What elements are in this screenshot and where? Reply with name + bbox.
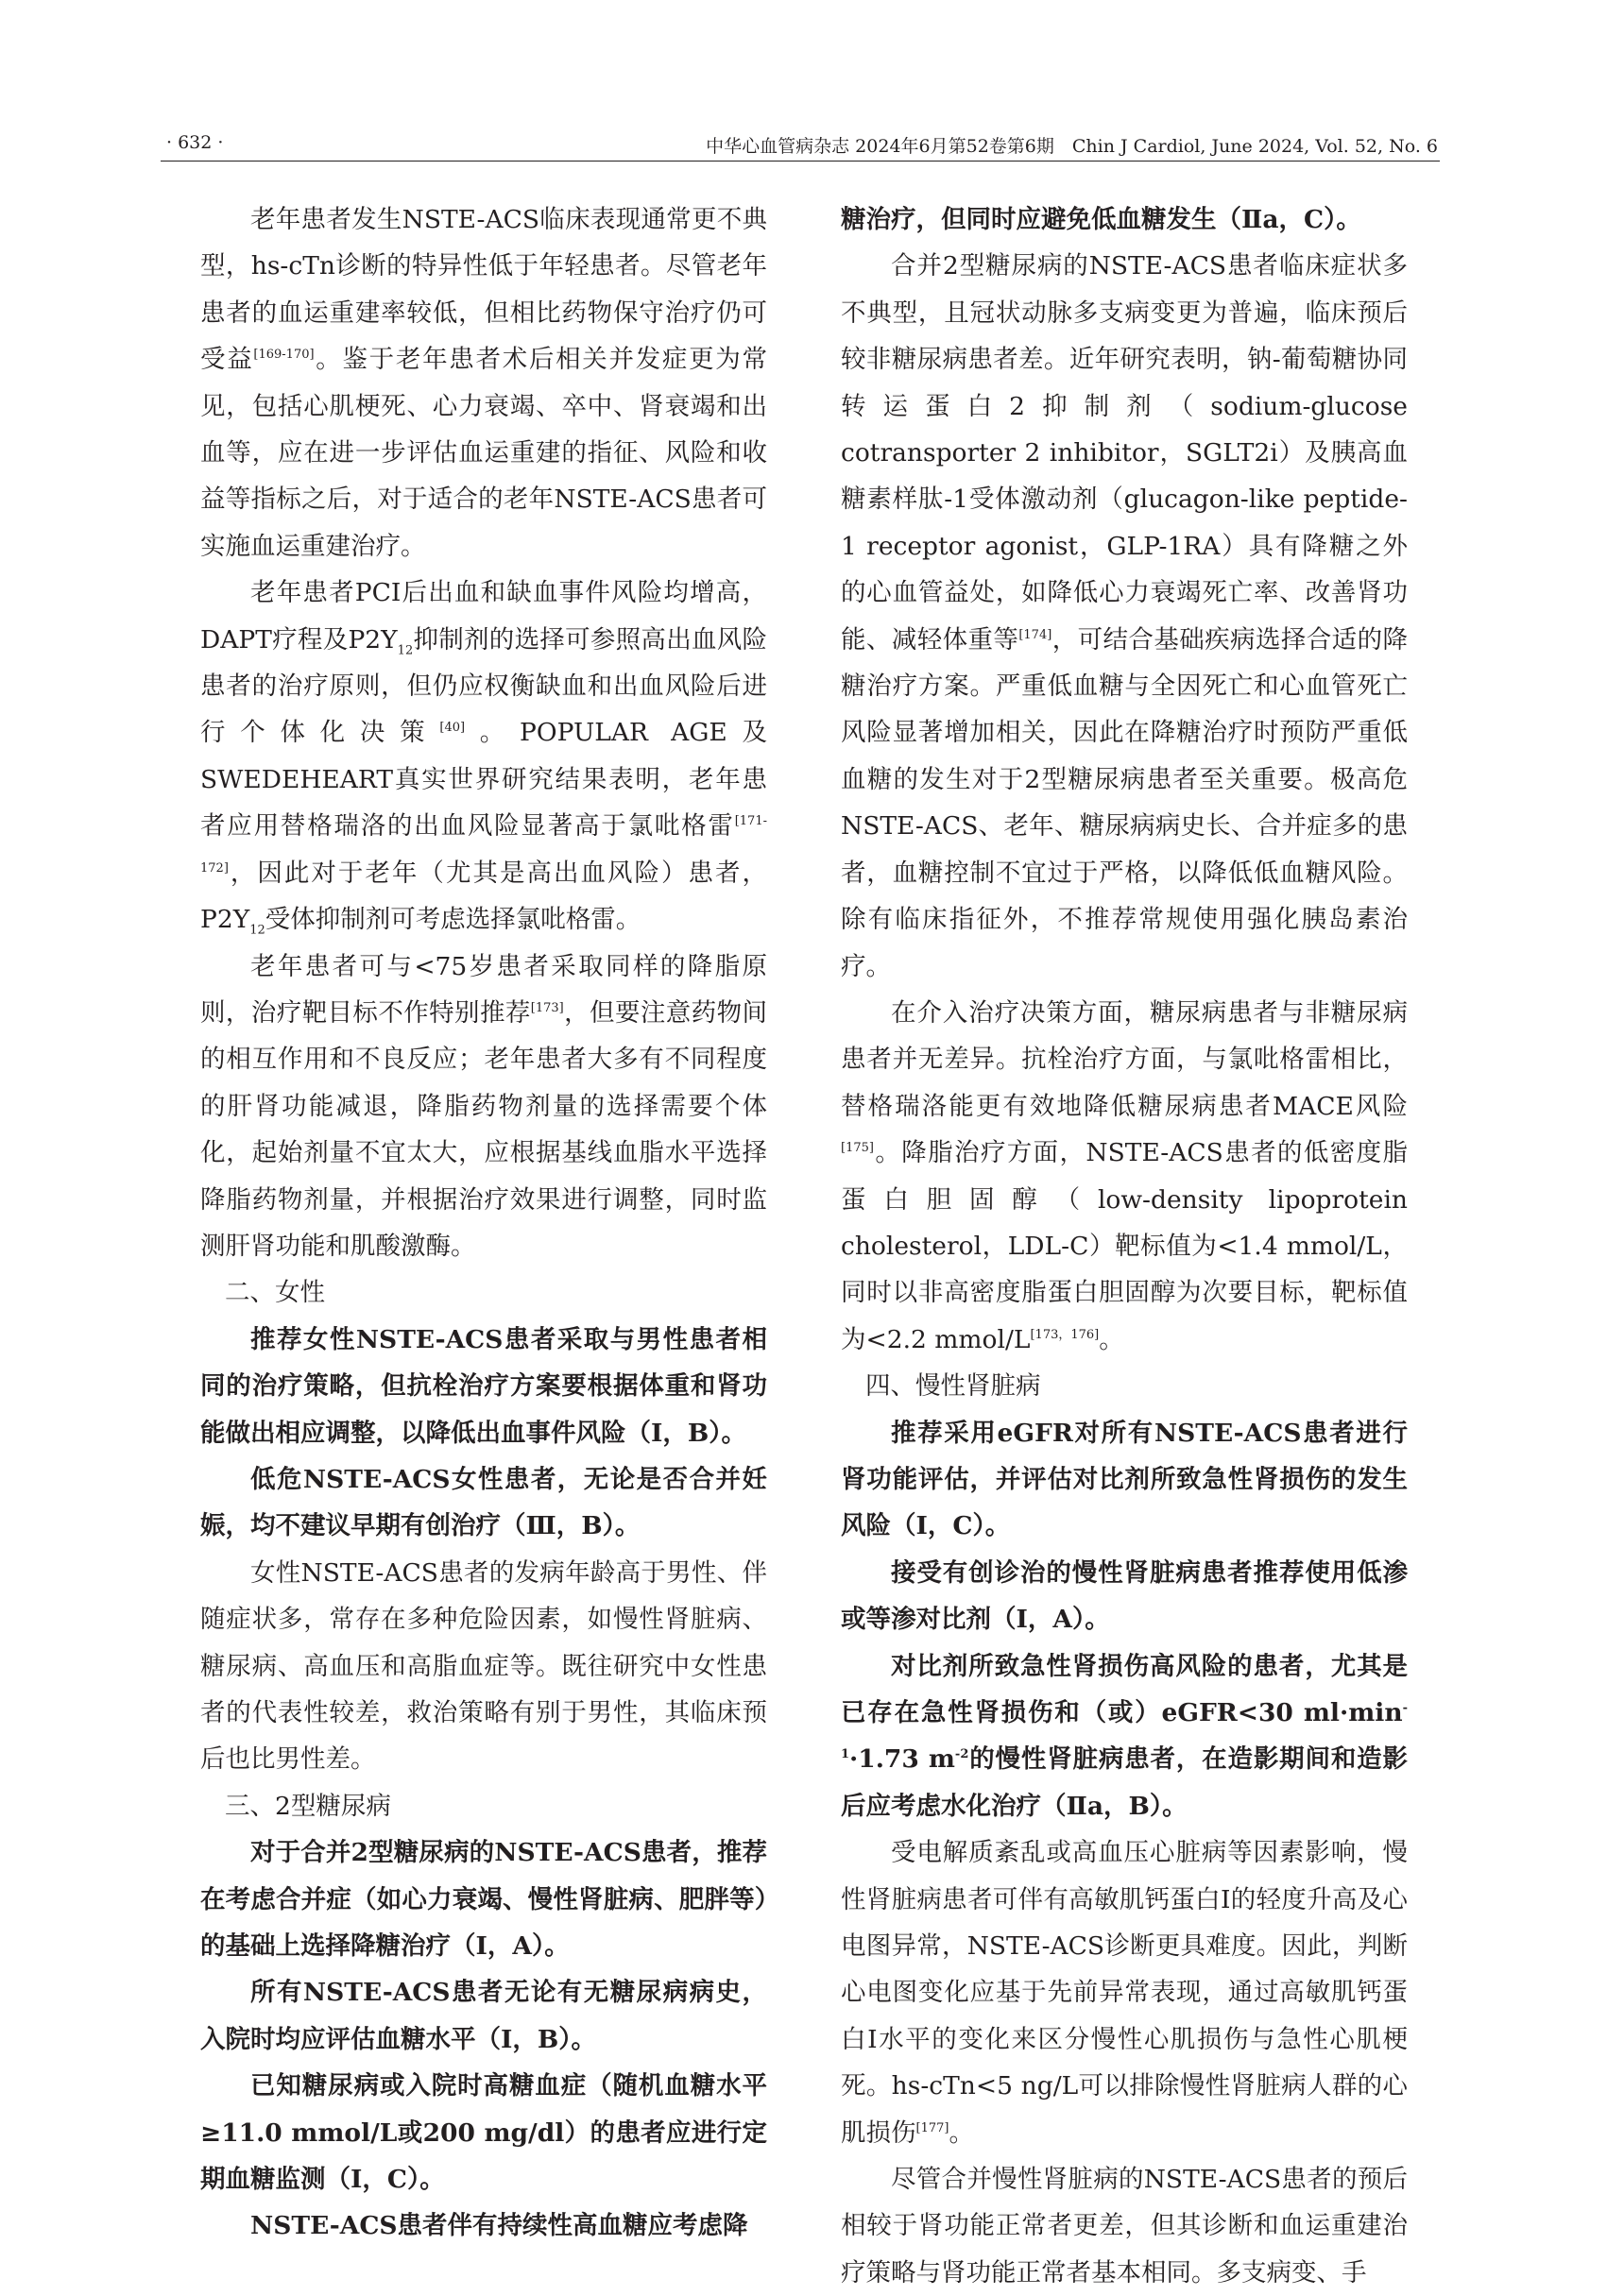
paragraph-diabetes-drugs: 合并2型糖尿病的NSTE-ACS患者临床症状多不典型，且冠状动脉多支病变更为普遍，临床预后较非糖尿病患者差。近年研究表明，钠-葡萄糖协同转运蛋白2抑制剂（sodium-glucose cotransporter 2 inhibitor，SGLT2i）及胰高血糖素样肽-1受体激动剂（glucagon-like peptide-1 receptor agonist，GLP-1RA）具有降糖之外的心血管益处，如降低心力衰竭死亡率、改善肾功能、减轻体重等[174]，可结合基础疾病选择合适的降糖治疗方案。严重低血糖与全因死亡和心血管死亡风险显著增加相关，因此在降糖治疗时预防严重低血糖的发生对于2型糖尿病患者至关重要。极高危NSTE-ACS、老年、糖尿病病史长、合并症多的患者，血糖控制不宜过于严格，以降低低血糖风险。除有临床指征外，不推荐常规使用强化胰岛素治疗。 <box>841 251 1408 981</box>
paragraph-ckd-diagnosis: 受电解质紊乱或高血压心脏病等因素影响，慢性肾脏病患者可伴有高敏肌钙蛋白Ⅰ的轻度升高及心电图异常，NSTE-ACS诊断更具难度。因此，判断心电图变化应基于先前异常表现，通过高敏肌钙蛋白Ⅰ水平的变化来区分慢性心肌损伤与急性心肌梗死。hs-cTn<5 ng/L可以排除慢性肾脏病人群的心肌损伤[177]。 <box>841 1838 1408 2148</box>
recommendation-women-low-risk: 低危NSTE-ACS女性患者，无论是否合并妊娠，均不建议早期有创治疗（Ⅲ，B）。 <box>200 1464 767 1541</box>
left-column <box>200 196 767 2250</box>
paragraph-women: 女性NSTE-ACS患者的发病年龄高于男性、伴随症状多，常存在多种危险因素，如慢性肾脏病、糖尿病、高血压和高脂血症等。既往研究中女性患者的代表性较差，救治策略有别于男性，其临床预后也比男性差。 <box>200 1557 767 1775</box>
paragraph-elderly-lipid: 老年患者可与<75岁患者采取同样的降脂原则，治疗靶目标不作特别推荐[173]，但要注意药物间的相互作用和不良反应；老年患者大多有不同程度的肝肾功能减退，降脂药物剂量的选择需要个体化，起始剂量不宜太大，应根据基线血脂水平选择降脂药物剂量，并根据治疗效果进行调整，同时监测肝肾功能和肌酸激酶。 <box>200 951 767 1261</box>
recommendation-women-strategy: 推荐女性NSTE-ACS患者采取与男性患者相同的治疗策略，但抗栓治疗方案要根据体重和肾功能做出相应调整，以降低出血事件风险（Ⅰ，B）。 <box>200 1324 767 1448</box>
paragraph-elderly-presentation: 老年患者发生NSTE-ACS临床表现通常更不典型，hs-cTn诊断的特异性低于年轻患者。尽管老年患者的血运重建率较低，但相比药物保守治疗仍可受益[169-170]。鉴于老年患者术后相关并发症更为常见，包括心肌梗死、心力衰竭、卒中、肾衰竭和出血等，应在进一步评估血运重建的指征、风险和收益等指标之后，对于适合的老年NSTE-ACS患者可实施血运重建治疗。 <box>200 205 768 561</box>
recommendation-glucose-assessment: 所有NSTE-ACS患者无论有无糖尿病病史，入院时均应评估血糖水平（Ⅰ，B）。 <box>200 1978 767 2054</box>
recommendation-diabetes-therapy: 对于合并2型糖尿病的NSTE-ACS患者，推荐在考虑合并症（如心力衰竭、慢性肾脏病、肥胖等）的基础上选择降糖治疗（Ⅰ，A）。 <box>200 1838 767 1962</box>
paragraph-ckd-prognosis: 尽管合并慢性肾脏病的NSTE-ACS患者的预后相较于肾功能正常者更差，但其诊断和血运重建治疗策略与肾功能正常者基本相同。多支病变、手 <box>841 2165 1408 2287</box>
paragraph-elderly-antiplatelet: 老年患者PCI后出血和缺血事件风险均增高，DAPT疗程及$P2Y_{12}$抑制剂的选择可参照高出血风险患者的治疗原则，但仍应权衡缺血和出血风险后进行个体化决策[40]。POPULAR AGE及SWEDEHEART真实世界研究结果表明，老年患者应用替格瑞洛的出血风险显著高于氯吡格雷[171-172]，因此对于老年（尤其是高出血风险）患者，$P2Y_{12}$受体抑制剂可考虑选择氯吡格雷。 <box>200 578 768 938</box>
recommendation-contrast-agent: 接受有创诊治的慢性肾脏病患者推荐使用低渗或等渗对比剂（Ⅰ，A）。 <box>841 1557 1408 1635</box>
recommendation-hydration: 对比剂所致急性肾损伤高风险的患者，尤其是已存在急性肾损伤和（或）eGFR<30 $ml\cdot\min^{-1}\cdot 1.73$ $m^{-2}$的慢性肾脏病患者，在造影期间和造影后应考虑水化治疗（Ⅱa，B）。 <box>841 1651 1408 1821</box>
section-heading-diabetes: 三、2型糖尿病 <box>225 1791 391 1821</box>
recommendation-hyperglycemia-continued: 糖治疗，但同时应避免低血糖发生（Ⅱa，C）。 <box>841 205 1361 234</box>
section-heading-ckd: 四、慢性肾脏病 <box>865 1371 1041 1402</box>
recommendation-glucose-monitoring: 已知糖尿病或入院时高糖血症（随机血糖水平≥11.0 mmol/L或200 mg/dl）的患者应进行定期血糖监测（Ⅰ，C）。 <box>200 2071 767 2195</box>
recommendation-egfr-assessment: 推荐采用eGFR对所有NSTE-ACS患者进行肾功能评估，并评估对比剂所致急性肾损伤的发生风险（Ⅰ，C）。 <box>841 1418 1408 1541</box>
recommendation-hyperglycemia: NSTE-ACS患者伴有持续性高血糖应考虑降 <box>250 2211 748 2241</box>
running-header <box>161 128 1440 162</box>
page-number: · 632 · <box>166 132 224 153</box>
section-heading-women: 二、女性 <box>225 1278 325 1308</box>
right-column <box>841 196 1408 2296</box>
paragraph-diabetes-intervention: 在介入治疗决策方面，糖尿病患者与非糖尿病患者并无差异。抗栓治疗方面，与氯吡格雷相比，替格瑞洛能更有效地降低糖尿病患者MACE风险[175]。降脂治疗方面，NSTE-ACS患者的低密度脂蛋白胆固醇（low-density lipoprotein cholesterol，LDL-C）靶标值为<1.4 mmol/L，同时以非高密度脂蛋白胆固醇为次要目标，靶标值为<2.2 mmol/L[173，176]。 <box>841 997 1408 1354</box>
journal-citation: 中华心血管病杂志 2024年6月第52卷第6期 Chin J Cardiol, June 2024, Vol. 52, No. 6 <box>706 136 1438 157</box>
